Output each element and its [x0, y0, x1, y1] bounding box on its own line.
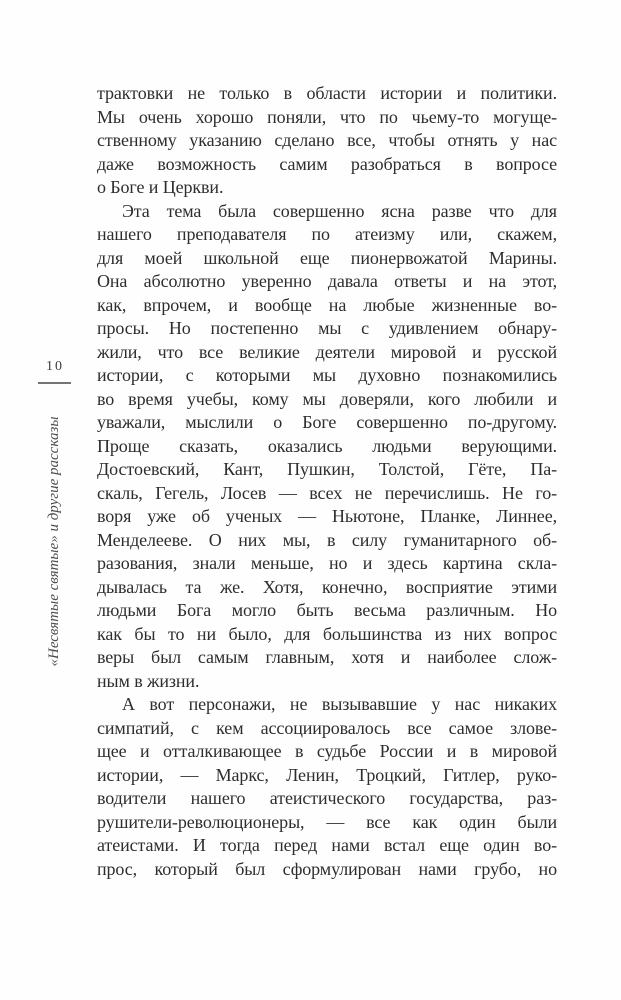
- text-line: прос, который был сформулирован нами грубо, но: [97, 858, 557, 879]
- text-line: как, впрочем, и вообще на любые жизненные во-: [97, 294, 557, 315]
- text-line: жили, что все великие деятели мировой и русской: [97, 341, 557, 362]
- page-number-rule: [38, 382, 71, 384]
- text-line: Она абсолютно уверенно давала ответы и на этот,: [97, 271, 557, 291]
- text-line: рушители-революционеры, — все как один были: [97, 811, 557, 832]
- text-line: Эта тема была совершенно ясна разве что для: [122, 200, 557, 221]
- text-line: нашего преподавателя по атеизму или, скажем,: [97, 224, 557, 244]
- text-line: Проще сказать, оказались людьми верующими.: [97, 435, 557, 456]
- text-line: людьми Бога могло быть весьма различным. Но: [97, 600, 557, 620]
- text-line: истории, — Маркс, Ленин, Троцкий, Гитлер, руко-: [97, 764, 557, 785]
- text-line: ным в жизни.: [97, 670, 200, 691]
- text-line: во время учебы, кому мы доверяли, кого любили и: [97, 388, 557, 409]
- page-text: [97, 82, 557, 881]
- paragraph-3: [97, 693, 557, 881]
- text-line: симпатий, с кем ассоциировалось все самое злове-: [97, 717, 557, 738]
- text-line: щее и отталкивающее в судьбе России и в мировой: [97, 741, 557, 761]
- text-line: Мы очень хорошо поняли, что по чьему-то могуще-: [97, 106, 557, 127]
- paragraph-2: [97, 200, 557, 694]
- text-line: как бы то ни было, для большинства из них вопрос: [97, 623, 557, 644]
- text-line: атеистами. И тогда перед нами встал еще один во-: [97, 835, 557, 855]
- text-line: просы. Но постепенно мы с удивлением обнару-: [97, 318, 557, 338]
- text-line: истории, с которыми мы духовно познакомились: [97, 365, 557, 385]
- page-number: 10: [46, 359, 64, 374]
- text-line: трактовки не только в области истории и политики.: [97, 83, 557, 103]
- text-line: даже возможность самим разобраться в вопросе: [97, 153, 557, 174]
- text-line: ственному указанию сделано все, чтобы отнять у нас: [97, 130, 557, 150]
- text-line: Менделееве. О них мы, в силу гуманитарного об-: [97, 529, 557, 550]
- text-line: о Боге и Церкви.: [97, 177, 224, 197]
- text-line: веры был самым главным, хотя и наиболее слож-: [97, 647, 557, 667]
- text-line: разования, знали меньше, но и здесь картина скла-: [97, 553, 557, 573]
- paragraph-1: [97, 82, 557, 200]
- text-line: Достоевский, Кант, Пушкин, Толстой, Гёте, Па-: [97, 459, 557, 479]
- text-line: уважали, мыслили о Боге совершенно по-другому.: [97, 412, 557, 432]
- text-line: воря уже об ученых — Ньютоне, Планке, Линнее,: [97, 506, 557, 526]
- text-line: дывалась та же. Хотя, конечно, восприятие этими: [97, 576, 557, 597]
- text-line: водители нашего атеистического государства, раз-: [97, 788, 557, 808]
- running-title: «Несвятые святые» и другие рассказы: [46, 416, 62, 667]
- text-line: для моей школьной еще пионервожатой Марины.: [97, 247, 557, 268]
- text-line: скаль, Гегель, Лосев — всех не перечислишь. Не го-: [97, 482, 557, 503]
- text-line: А вот персонажи, не вызывавшие у нас никаких: [122, 694, 557, 714]
